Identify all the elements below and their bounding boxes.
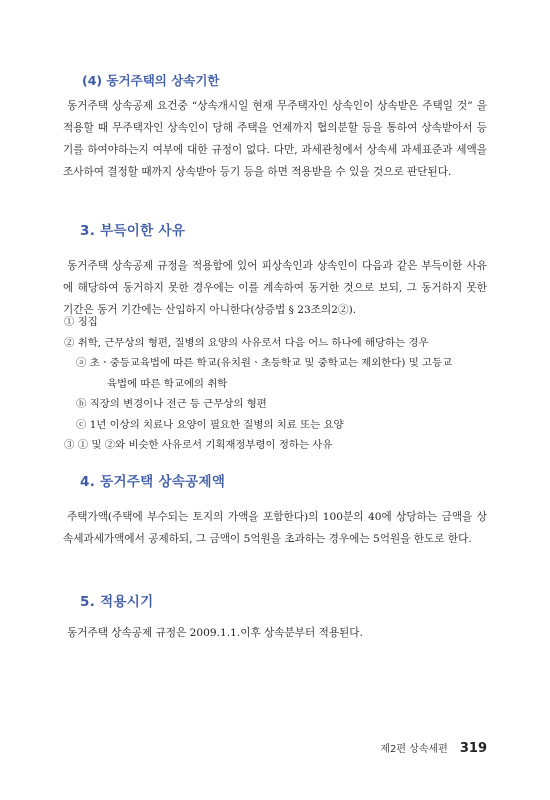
section-title-unavoidable-reasons: 3. 부득이한 사유 xyxy=(80,223,186,239)
page-footer xyxy=(380,740,487,756)
list-item: ① 징집 xyxy=(64,316,98,328)
section-title-effective-date: 5. 적용시기 xyxy=(80,594,154,610)
unavoidable-reasons-list xyxy=(64,312,488,456)
paragraph-effective-date: 동거주택 상속공제 규정은 2009.1.1.이후 상속분부터 적용된다. xyxy=(67,627,363,639)
list-item: ② 취학, 근무상의 형편, 질병의 요양의 사유로서 다음 어느 하나에 해당하는 경우 xyxy=(64,336,429,349)
paragraph-unavoidable-reasons: 동거주택 상속공제 규정을 적용함에 있어 피상속인과 상속인이 다음과 같은 부득이한 사유에 해당하여 동거하지 못한 경우에는 이를 계속하여 동거한 것으로 보되, 그 동거하지 못한 기간은 동거 기간에는 산입하지 아니한다(상증법 § 23조의2②). xyxy=(63,260,487,316)
list-item: ③ ① 및 ②와 비슷한 사유로서 기획재정부령이 정하는 사유 xyxy=(64,439,333,451)
page-number: 319 xyxy=(459,741,487,756)
list-item: ⓐ 초ㆍ중등교육법에 따른 학교(유치원ㆍ초등학교 및 중학교는 제외한다) 및 고등교 xyxy=(76,357,453,369)
footer-section-label: 제2편 상속세편 xyxy=(380,744,448,755)
list-item: 육법에 따른 학교에의 취학 xyxy=(107,377,228,390)
list-item: ⓒ 1년 이상의 치료나 요양이 필요한 질병의 치료 또는 요양 xyxy=(76,418,344,431)
list-item: ⓑ 직장의 변경이나 전근 등 근무상의 형편 xyxy=(76,398,267,410)
subsection-title-inheritance-deadline: (4) 동거주택의 상속기한 xyxy=(82,73,220,88)
paragraph-inheritance-deadline: 동거주택 상속공제 요건중 “상속개시일 현재 무주택자인 상속인이 상속받은 주택일 것” 을 적용할 때 무주택자인 상속인이 당해 주택을 언제까지 협의분할 등을 통하여 상속받아서 등기를 하여야하는지 여부에 대한 규정이 없다. 다만, 과세관청에서 상속세 과세표준과 세액을 조사하여 결정할 때까지 상속받아 등기 등을 하면 적용받을 수 있을 것으로 판단된다. xyxy=(63,100,487,178)
section-title-deduction-amount: 4. 동거주택 상속공제액 xyxy=(80,474,226,490)
paragraph-deduction-amount: 주택가액(주택에 부수되는 토지의 가액을 포함한다)의 100분의 40에 상당하는 금액을 상속세과세가액에서 공제하되, 그 금액이 5억원을 초과하는 경우에는 5억원을 한도로 한다. xyxy=(63,511,487,545)
